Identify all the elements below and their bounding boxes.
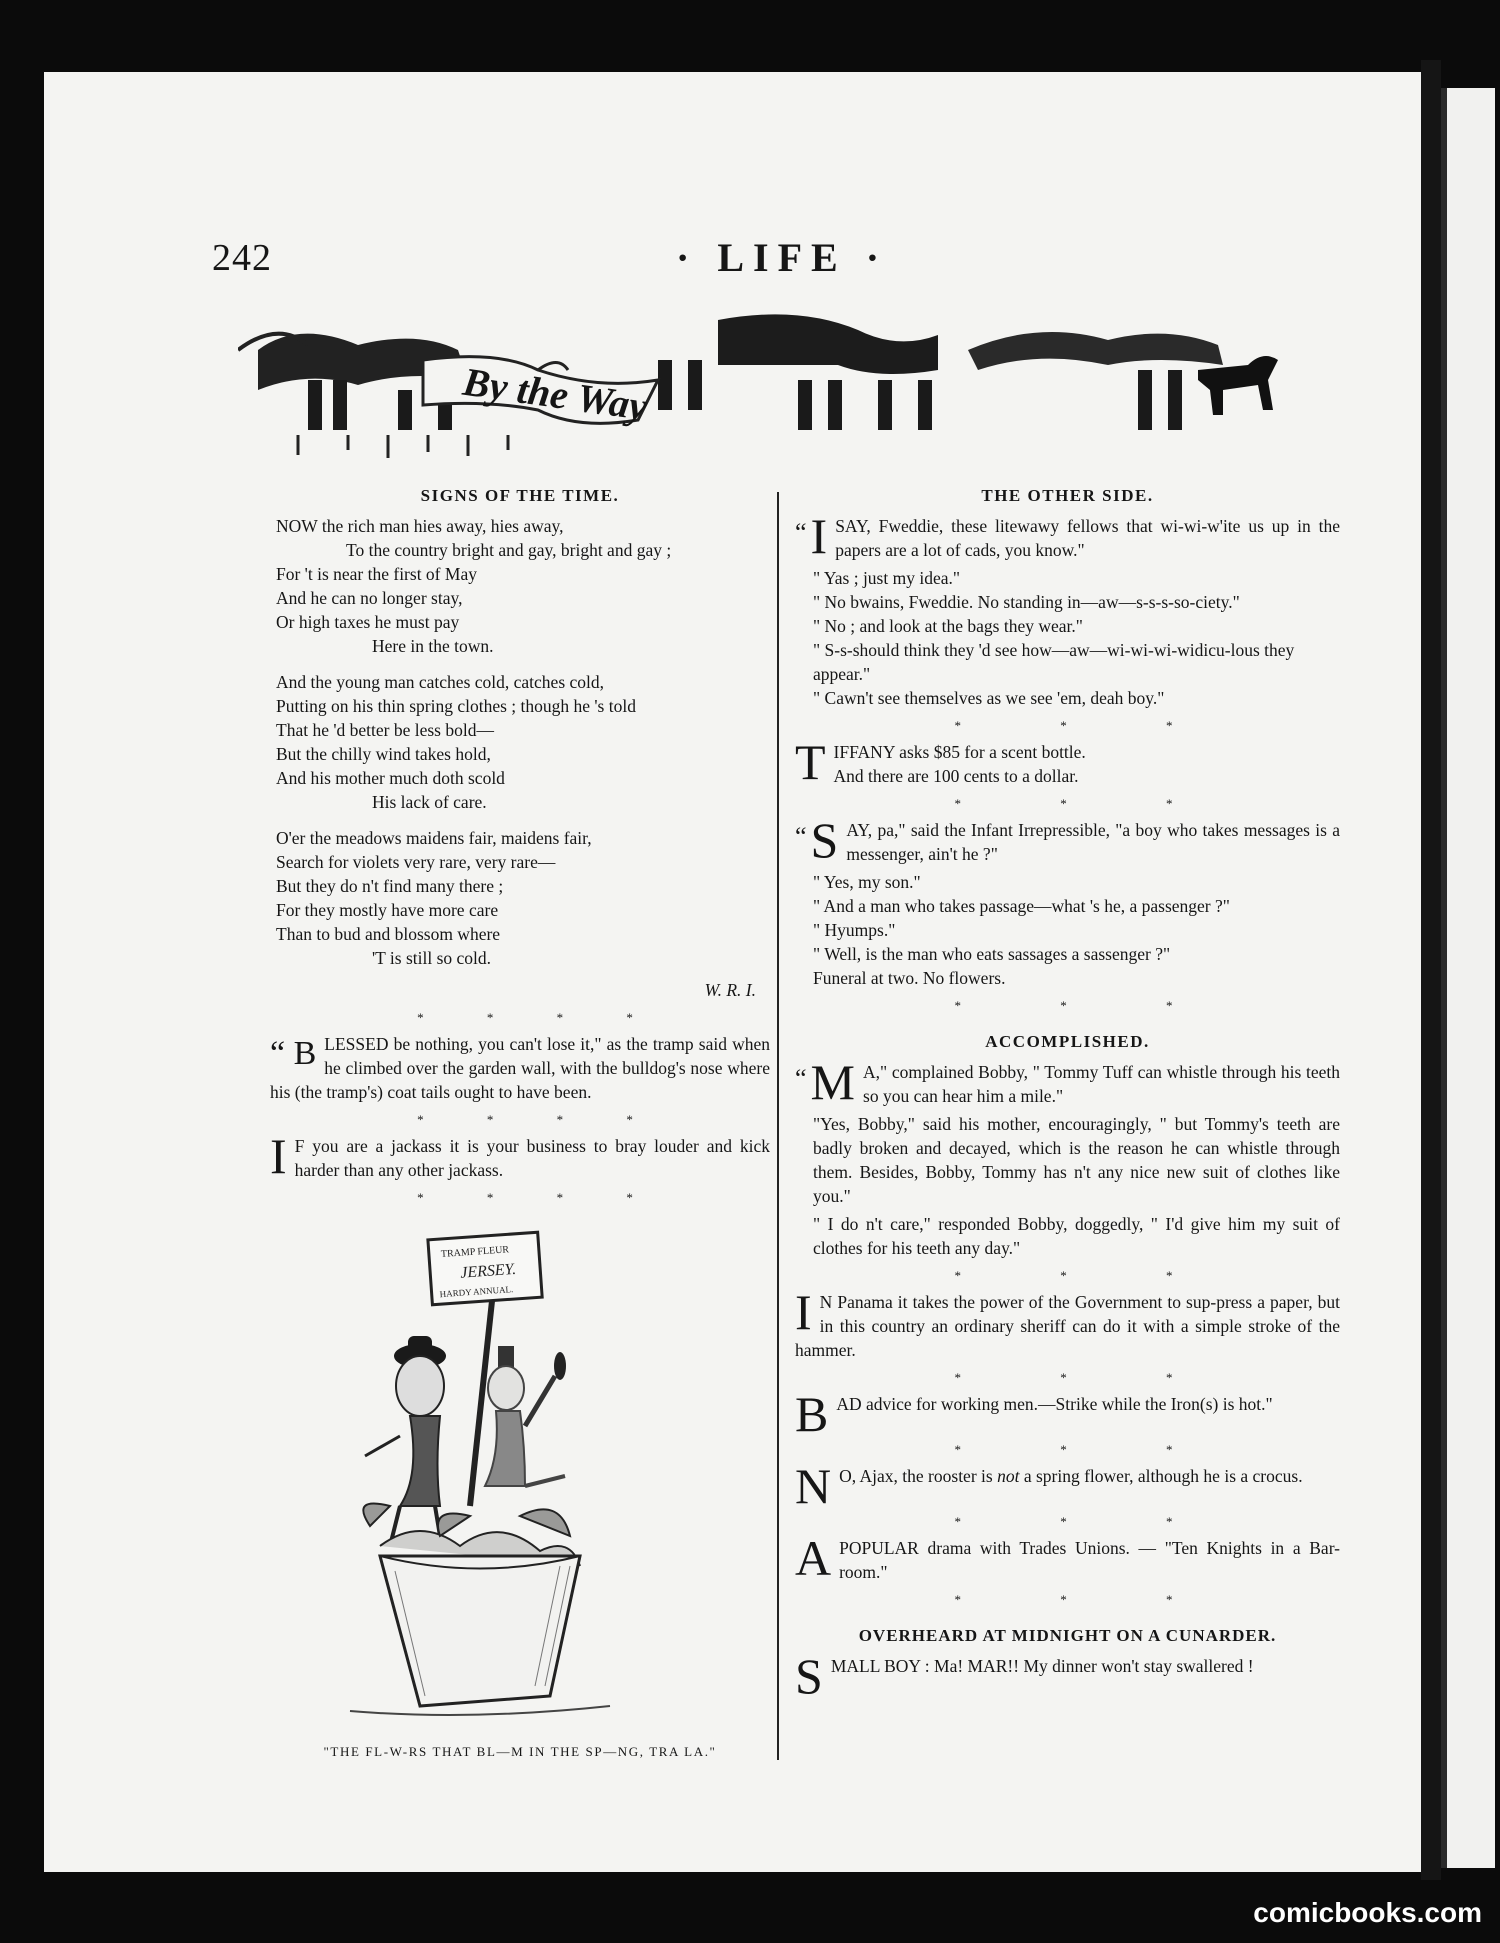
section-divider xyxy=(270,1110,770,1130)
poem-title: SIGNS OF THE TIME. xyxy=(420,486,620,505)
flowerpot-tramps-drawing xyxy=(270,1216,770,1736)
watermark: comicbooks.com xyxy=(1253,1897,1482,1928)
poem-line: His lack of care. xyxy=(372,792,487,812)
drop-cap: T xyxy=(795,734,826,790)
cartoon-caption: "THE FL-W-RS THAT BL—M IN THE SP—NG, TRA LA." xyxy=(323,1744,717,1759)
section-divider xyxy=(795,996,1340,1016)
paragraph-jackass xyxy=(270,1128,770,1184)
section-divider xyxy=(795,1440,1340,1460)
poem-line: O'er the meadows maidens fair, maidens fair, xyxy=(276,828,592,848)
poem-line: Here in the town. xyxy=(372,636,494,656)
page-number: 242 xyxy=(212,237,272,279)
paragraph-text: POPULAR drama with Trades Unions. — "Ten Knights in a Bar-room." xyxy=(839,1538,1340,1582)
dialogue-line: " Yes, my son." xyxy=(813,872,921,892)
poem-line: And the young man catches cold, catches cold, xyxy=(276,672,605,692)
paragraph-text: O, Ajax, the rooster is xyxy=(839,1466,998,1486)
paragraph-text: " I do n't care," responded Bobby, doggedly, " I'd give him my suit of clothes for his teeth any day." xyxy=(813,1214,1340,1258)
open-quote: “ xyxy=(795,518,807,547)
poem-line: And his mother much doth scold xyxy=(276,768,505,788)
poem-line: But they do n't find many there ; xyxy=(276,876,504,896)
cartoon-illustration xyxy=(270,1216,770,1736)
paragraph-accomplished xyxy=(795,1054,1340,1110)
banner-text: By the Way xyxy=(460,358,651,430)
drop-cap: M xyxy=(810,1054,856,1110)
poem-line: For they mostly have more care xyxy=(276,900,499,920)
paragraph-text: AD advice for working men.—Strike while the Iron(s) is hot." xyxy=(836,1394,1273,1414)
section-divider xyxy=(795,1266,1340,1286)
paragraph-text: "Yes, Bobby," said his mother, encouragingly, " but Tommy's teeth are badly broken and decayed, which is the reason he can whistle through them. Besides, Bobby, Tommy has n't any nice new suit of clothes like you." xyxy=(813,1114,1340,1206)
paragraph-text: F you are a jackass it is your business to bray louder and kick harder than any other jackass. xyxy=(294,1136,770,1180)
paragraph-say-pa xyxy=(795,812,1340,868)
poem-line: 'T is still so cold. xyxy=(372,948,492,968)
book-spine xyxy=(1421,60,1441,1880)
paragraph-text: N Panama it takes the power of the Government to sup-press a paper, but in this country an ordinary sheriff can do it with a simple stroke of the hammer. xyxy=(795,1292,1340,1360)
poem-signature: W. R. I. xyxy=(704,980,756,1000)
masthead-title: · LIFE · xyxy=(676,235,889,280)
poem-line: Than to bud and blossom where xyxy=(276,924,501,944)
paragraph-tiffany xyxy=(795,734,1340,790)
poem-stanza xyxy=(276,514,770,658)
section-title-overheard: OVERHEARD AT MIDNIGHT ON A CUNARDER. xyxy=(858,1626,1277,1645)
paragraph-popular xyxy=(795,1530,1340,1586)
right-column xyxy=(795,470,1340,1704)
poem-line: And he can no longer stay, xyxy=(276,588,463,608)
dialogue-line: " Cawn't see themselves as we see 'em, deah boy." xyxy=(813,688,1165,708)
paragraph-text: And there are 100 cents to a dollar. xyxy=(833,766,1079,786)
paragraph-ajax xyxy=(795,1458,1340,1514)
poem-stanza xyxy=(276,826,770,970)
open-quote: “ xyxy=(795,822,807,851)
paragraph-panama xyxy=(795,1284,1340,1362)
section-divider xyxy=(795,1512,1340,1532)
column-rule xyxy=(777,492,779,1760)
emphasis-text: not xyxy=(997,1466,1020,1486)
poem-stanza xyxy=(276,670,770,814)
drop-cap: I xyxy=(810,508,828,564)
poem-line: Search for violets very rare, very rare— xyxy=(276,852,556,872)
left-column xyxy=(270,470,770,1764)
sign-line-2: JERSEY. xyxy=(459,1260,517,1282)
drop-cap: N xyxy=(795,1458,832,1514)
dialogue-line: " Hyumps." xyxy=(813,920,896,940)
section-title-accomplished: ACCOMPLISHED. xyxy=(985,1032,1150,1051)
sign-line-1: TRAMP FLEUR xyxy=(440,1244,510,1261)
poem-line: Or high taxes he must pay xyxy=(276,612,460,632)
dialogue-line: " No ; and look at the bags they wear." xyxy=(813,616,1083,636)
paragraph-bad-advice xyxy=(795,1386,1340,1442)
dialogue-line: " No bwains, Fweddie. No standing in—aw—s-s-s-so-ciety." xyxy=(813,592,1240,612)
dialogue-line: " And a man who takes passage—what 's he, a passenger ?" xyxy=(813,896,1230,916)
dialogue-line: " S-s-should think they 'd see how—aw—wi-wi-wi-widicu-lous they appear." xyxy=(813,640,1295,684)
paragraph-overheard xyxy=(795,1648,1340,1704)
poem-line: But the chilly wind takes hold, xyxy=(276,744,491,764)
next-page-sliver xyxy=(1447,88,1495,1868)
dialogue-line: " Yas ; just my idea." xyxy=(813,568,961,588)
paragraph-text: AY, pa," said the Infant Irrepressible, "a boy who takes messages is a messenger, ain't he ?" xyxy=(846,820,1340,864)
by-the-way-banner-illustration xyxy=(238,310,1308,460)
open-quote: “ xyxy=(795,1064,807,1093)
paragraph-text: SAY, Fweddie, these litewawy fellows that wi-wi-w'ite us up in the papers are a lot of cads, you know." xyxy=(835,516,1340,560)
section-divider xyxy=(795,716,1340,736)
poem-line: Putting on his thin spring clothes ; though he 's told xyxy=(276,696,636,716)
paragraph-text: a spring flower, although he is a crocus. xyxy=(1019,1466,1303,1486)
poem-line: NOW the rich man hies away, hies away, xyxy=(276,516,564,536)
section-divider xyxy=(270,1188,770,1208)
section-divider xyxy=(270,1008,770,1028)
paragraph-text: MALL BOY : Ma! MAR!! My dinner won't stay swallered ! xyxy=(830,1656,1254,1676)
drop-cap: S xyxy=(795,1648,823,1704)
poem xyxy=(270,514,770,970)
drop-cap: S xyxy=(810,812,839,868)
dialogue-line: Funeral at two. No flowers. xyxy=(813,968,1006,988)
poem-line: To the country bright and gay, bright and gay ; xyxy=(346,540,672,560)
paragraph-text: A," complained Bobby, " Tommy Tuff can whistle through his teeth so you can hear him a mile." xyxy=(863,1062,1340,1106)
drop-cap: “ B xyxy=(270,1035,317,1072)
paragraph-other-side xyxy=(795,508,1340,564)
poem-line: For 't is near the first of May xyxy=(276,564,477,584)
drop-cap: B xyxy=(795,1386,829,1442)
drop-cap: A xyxy=(795,1530,832,1586)
section-title-other-side: THE OTHER SIDE. xyxy=(981,486,1154,505)
sign-line-3: HARDY ANNUAL. xyxy=(439,1284,514,1300)
section-divider xyxy=(795,794,1340,814)
paragraph-blessed xyxy=(270,1032,770,1104)
poem-line: That he 'd better be less bold— xyxy=(276,720,494,740)
section-divider xyxy=(795,1368,1340,1388)
dialogue-line: " Well, is the man who eats sassages a sassenger ?" xyxy=(813,944,1171,964)
section-divider xyxy=(795,1590,1340,1610)
drop-cap: I xyxy=(795,1284,812,1340)
drop-cap: I xyxy=(270,1128,287,1184)
paragraph-text: IFFANY asks $85 for a scent bottle. xyxy=(833,742,1086,762)
paragraph-text: LESSED be nothing, you can't lose it," as the tramp said when he climbed over the garden wall, with the bulldog's nose where his (the tramp's) coat tails ought to have been. xyxy=(270,1034,770,1102)
